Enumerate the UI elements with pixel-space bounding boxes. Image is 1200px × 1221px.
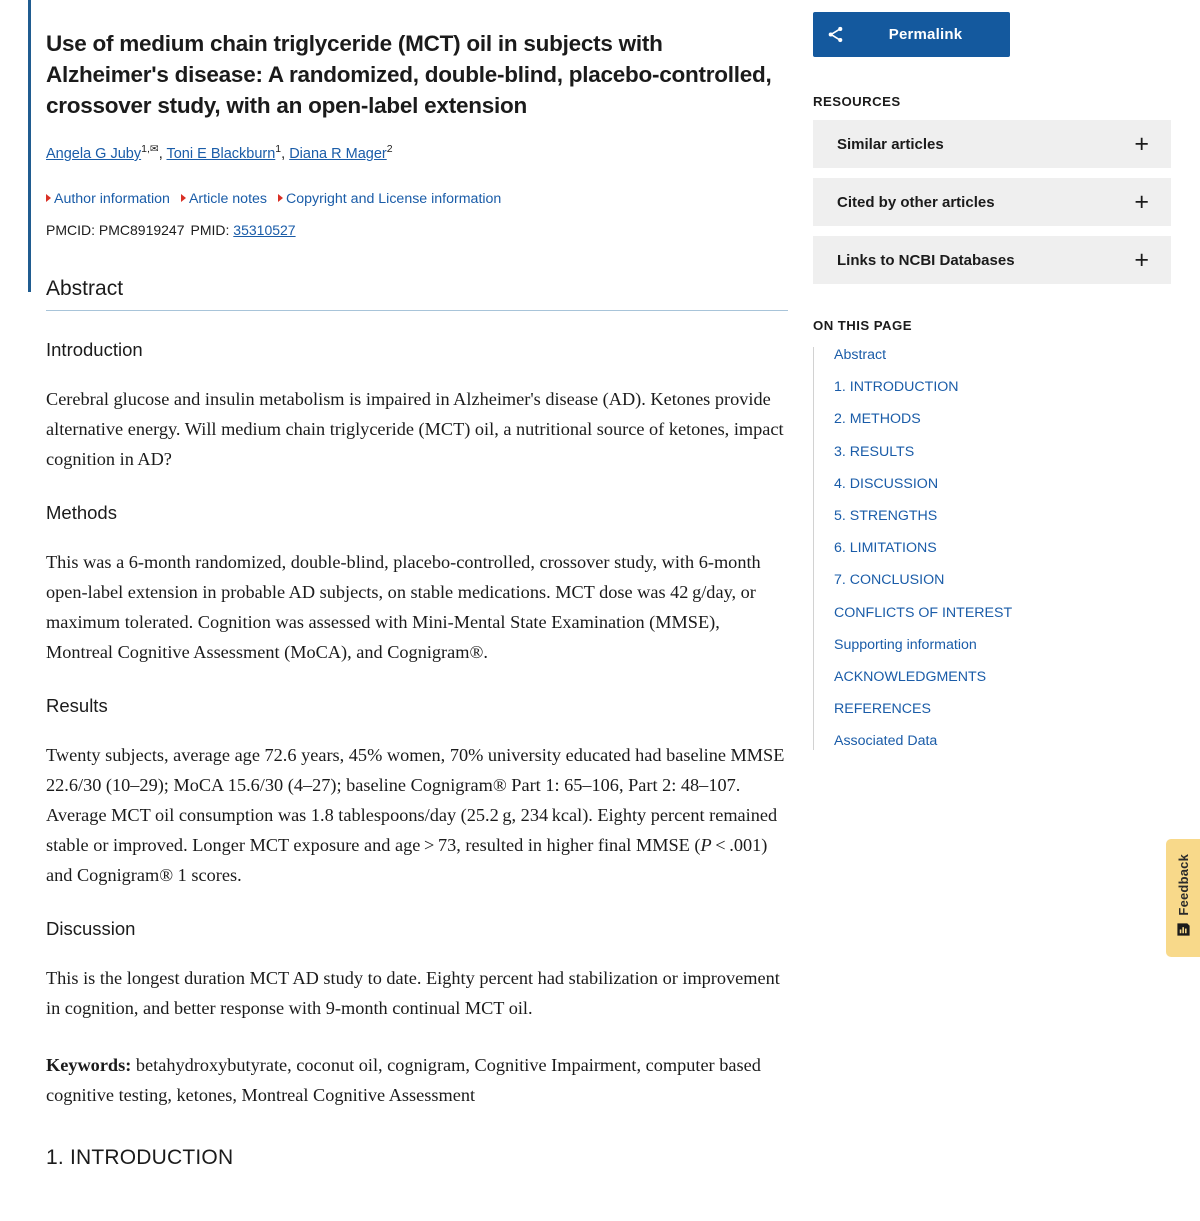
author-affil-2: 1 <box>275 143 282 155</box>
keywords-value: betahydroxybutyrate, coconut oil, cognigram, Cognitive Impairment, computer based cognitive testing, ketones, Montreal Cognitive Assessment <box>46 1054 761 1105</box>
permalink-button[interactable] <box>813 12 1010 57</box>
results-text-part2: < .001) and Cognigram® 1 scores. <box>46 834 768 885</box>
author-link-2[interactable] <box>166 146 275 162</box>
feedback-tab[interactable] <box>1166 839 1200 957</box>
article-notes-label: Article notes <box>188 190 268 207</box>
feedback-label: Feedback <box>1175 853 1191 916</box>
article-meta-links <box>46 190 788 208</box>
pmcid-value: PMC8919247 <box>98 221 185 238</box>
author-affil-1: 1,✉ <box>141 143 159 155</box>
resource-row-ncbi-links[interactable] <box>813 236 1171 284</box>
share-icon <box>813 25 857 44</box>
results-text-part1: Twenty subjects, average age 72.6 years, 45% women, 70% university educated had baseline MMSE 22.6/30 (10–29); MoCA 15.6/30 (4–27); baseline Cognigram® Part 1: 65–106, Part 2: 48–107. Average MCT oil consumption was 1.8 tablespoons/day (25.2 g, 234 kcal). Eighty percent remained stable or improved. Longer MCT exposure and age > 73, resulted in higher final MMSE ( <box>46 744 785 855</box>
copyright-license-label: Copyright and License information <box>286 190 502 207</box>
copyright-license-toggle[interactable] <box>278 191 501 207</box>
author-list <box>46 139 788 164</box>
author-link-1[interactable] <box>46 146 141 162</box>
author-name-2: Toni E Blackburn <box>166 145 276 162</box>
abstract-methods-heading: Methods <box>46 501 117 523</box>
nav-item-associated-data[interactable]: Associated Data <box>834 733 938 750</box>
resource-label: Similar articles <box>837 135 944 153</box>
article-identifiers <box>46 221 788 239</box>
nav-item-limitations[interactable]: 6. LIMITATIONS <box>834 540 937 557</box>
author-name-3: Diana R Mager <box>289 145 387 162</box>
article-column <box>46 0 788 1170</box>
abstract-heading: Abstract <box>46 277 788 311</box>
resource-row-similar-articles[interactable] <box>813 120 1171 168</box>
on-this-page-caption: ON THIS PAGE <box>813 318 912 333</box>
nav-item-abstract[interactable]: Abstract <box>834 347 887 363</box>
on-this-page-nav <box>813 347 1173 750</box>
nav-item-references[interactable]: REFERENCES <box>834 701 931 718</box>
nav-item-results[interactable]: 3. RESULTS <box>834 443 915 460</box>
keywords-block <box>46 1050 788 1110</box>
abstract-results-heading: Results <box>46 694 108 716</box>
abstract-discussion-heading: Discussion <box>46 917 136 939</box>
abstract-methods-text: This was a 6-month randomized, double-blind, placebo-controlled, crossover study, with 6-month open-label extension in probable AD subjects, on stable medications. MCT dose was 42 g/day, or maximum tolerated. Cognition was assessed with Mini-Mental State Examination (MMSE), Montreal Cognitive Assessment (MoCA), and Cognigram®. <box>46 551 761 662</box>
keywords-label: Keywords: <box>46 1054 132 1075</box>
triangle-right-icon <box>181 194 186 202</box>
author-link-3[interactable] <box>289 146 387 162</box>
triangle-right-icon <box>46 194 51 202</box>
nav-item-discussion[interactable]: 4. DISCUSSION <box>834 475 939 492</box>
nav-item-conflicts-of-interest[interactable]: CONFLICTS OF INTEREST <box>834 604 1013 621</box>
resources-list <box>813 120 1171 284</box>
resource-label: Cited by other articles <box>837 193 995 211</box>
right-sidebar <box>813 0 1173 765</box>
pmcid-label: PMCID: <box>46 221 95 238</box>
plus-icon: + <box>1134 245 1149 274</box>
author-name-1: Angela G Juby <box>46 145 142 162</box>
abstract-introduction-heading: Introduction <box>46 338 143 360</box>
abstract-introduction-text: Cerebral glucose and insulin metabolism is impaired in Alzheimer's disease (AD). Ketones provide alternative energy. Will medium chain triglyceride (MCT) oil, a nutritional source of ketones, impact cognition in AD? <box>46 388 784 469</box>
nav-item-methods[interactable]: 2. METHODS <box>834 411 921 428</box>
pmid-link[interactable]: 35310527 <box>233 221 296 238</box>
nav-item-acknowledgments[interactable]: ACKNOWLEDGMENTS <box>834 668 987 685</box>
nav-item-conclusion[interactable]: 7. CONCLUSION <box>834 572 945 589</box>
author-information-toggle[interactable] <box>46 191 170 207</box>
results-p-symbol: P <box>700 834 712 855</box>
author-sep-1: , <box>158 145 167 162</box>
nav-item-introduction[interactable]: 1. INTRODUCTION <box>834 379 959 396</box>
author-sep-2: , <box>281 145 290 162</box>
author-affil-3: 2 <box>386 143 393 155</box>
section-introduction-heading: 1. INTRODUCTION <box>46 1145 234 1169</box>
abstract-results-text <box>46 740 788 890</box>
abstract-discussion-text: This is the longest duration MCT AD study to date. Eighty percent had stabilization or improvement in cognition, and better response with 9-month continual MCT oil. <box>46 967 780 1018</box>
nav-item-strengths[interactable]: 5. STRENGTHS <box>834 507 938 524</box>
plus-icon: + <box>1134 129 1149 158</box>
triangle-right-icon <box>278 194 283 202</box>
left-accent-rail <box>28 0 31 292</box>
resource-label: Links to NCBI Databases <box>837 251 1015 269</box>
author-information-label: Author information <box>54 190 170 207</box>
chart-icon <box>1176 922 1191 942</box>
plus-icon: + <box>1134 187 1149 216</box>
resources-caption: RESOURCES <box>813 94 901 109</box>
page-title: Use of medium chain triglyceride (MCT) oil in subjects with Alzheimer's disease: A randomized, double-blind, placebo-controlled, crossover study, with an open-label extension <box>46 31 772 118</box>
resource-row-cited-by[interactable] <box>813 178 1171 226</box>
nav-item-supporting-information[interactable]: Supporting information <box>834 636 977 653</box>
article-notes-toggle[interactable] <box>181 191 267 207</box>
pmid-label: PMID: <box>190 221 230 238</box>
permalink-label: Permalink <box>888 26 963 43</box>
